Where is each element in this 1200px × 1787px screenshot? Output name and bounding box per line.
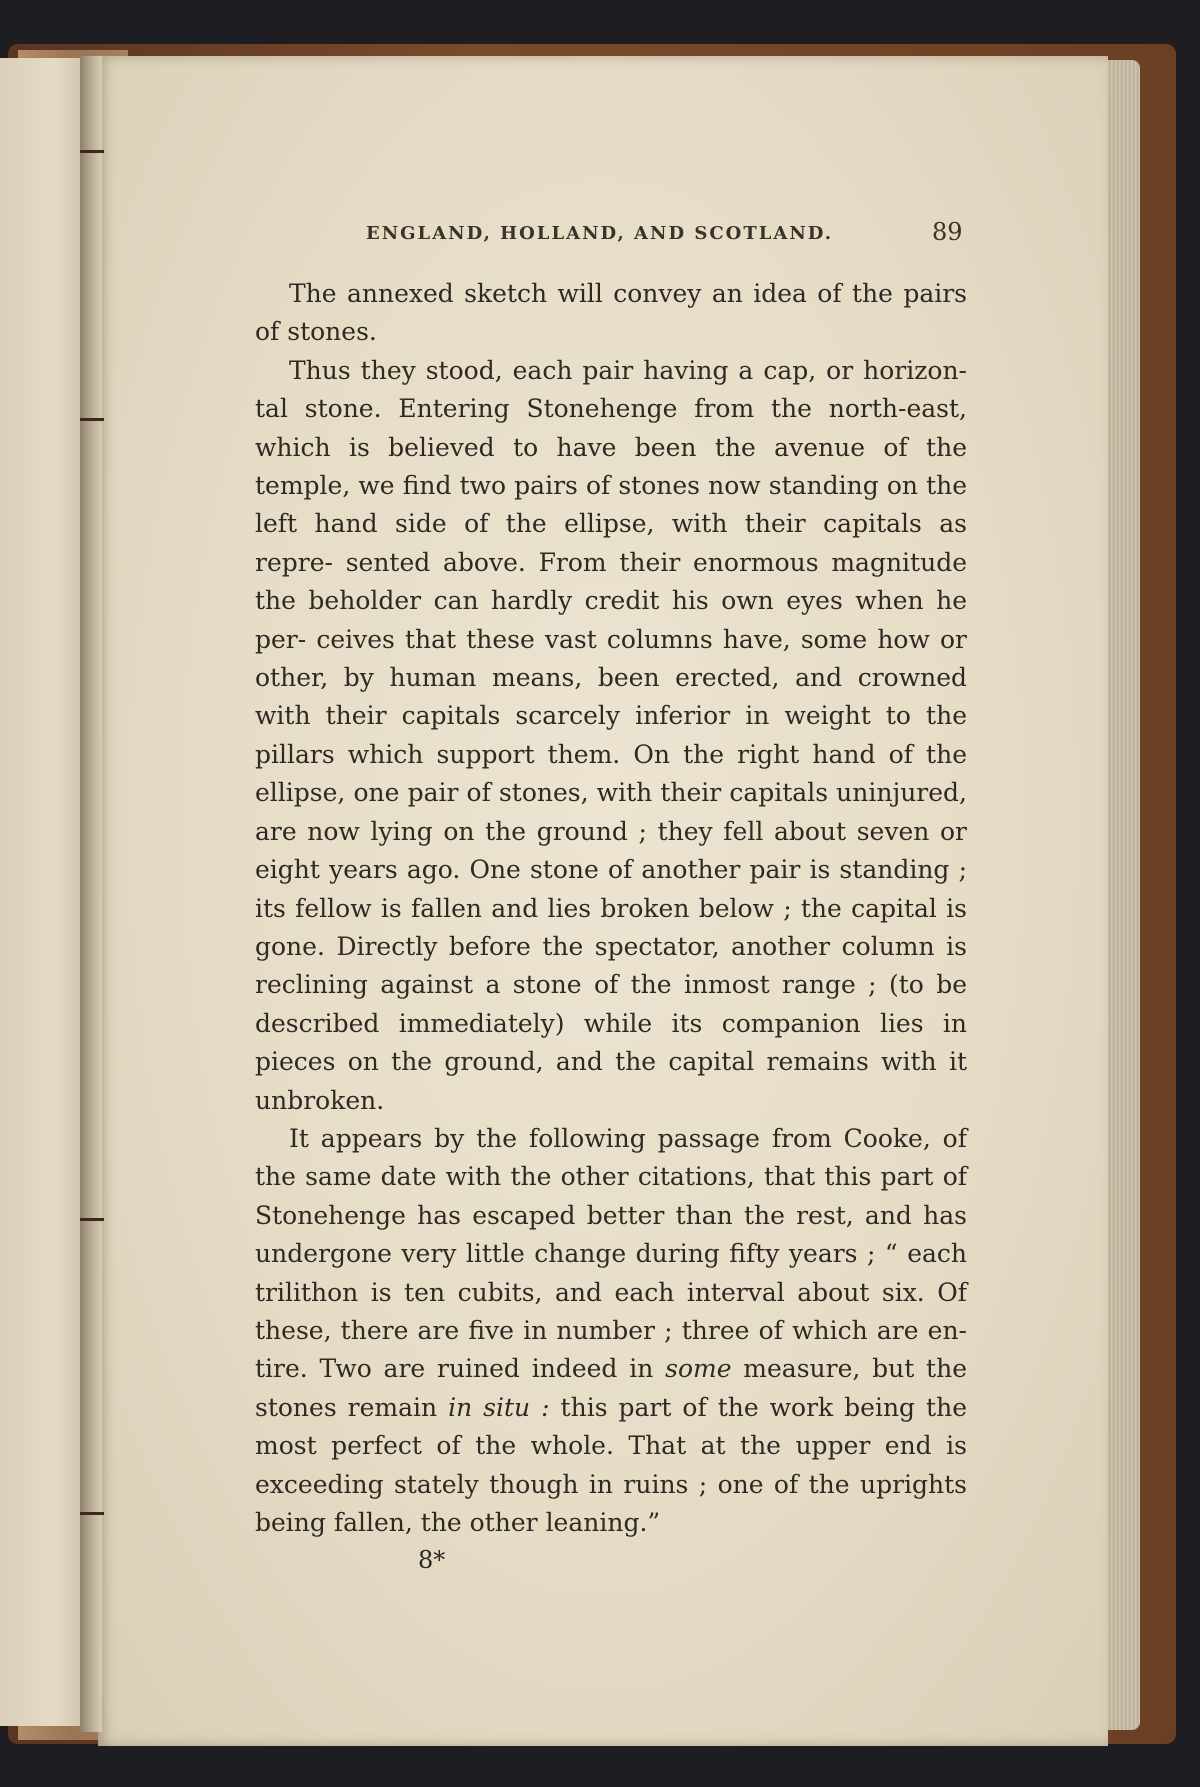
paragraph-1 (255, 275, 967, 352)
text-line: gone. Directly before the spectator, another column (255, 931, 935, 961)
text-line: ceives that these vast columns have, some how or other, (255, 624, 967, 693)
left-page (0, 58, 92, 1726)
text-line: support them. On the right hand of the ellipse, one (255, 739, 968, 808)
text-line: capitals scarcely inferior in weight to the pillars which (255, 701, 967, 769)
text-line: unbroken. (255, 1085, 385, 1115)
running-head: ENGLAND, HOLLAND, AND SCOTLAND. (366, 223, 834, 244)
text-line: sented above. From their enormous magnitude the (255, 547, 967, 616)
body-text (255, 275, 967, 1542)
text-line: we find two pairs of stones now standing on the left (255, 471, 968, 539)
text-line: pieces on the ground, and the capital remains with it (255, 1047, 967, 1077)
text-line: tal stone. Entering Stonehenge from the north-east, (255, 394, 967, 424)
page-number: 89 (932, 218, 963, 246)
text-line: of stones. (255, 317, 377, 347)
text-line: is reclining against a stone of the inmost range ; (to be (255, 931, 967, 1000)
text-line: pair of stones, with their capitals uninjured, are now (255, 778, 967, 846)
italic-text: some (665, 1354, 732, 1384)
text-line: measure, but the (731, 1354, 967, 1384)
text-line: which is believed to have been the avenue of the temple, (255, 432, 967, 501)
text-line: It appears by the following passage from Cooke, of (289, 1123, 967, 1153)
binding-stitch (80, 150, 104, 153)
text-line: fellow is fallen and lies broken below ; the capital is (295, 893, 967, 923)
paragraph-2 (255, 352, 967, 1120)
italic-text: in situ : (448, 1392, 550, 1422)
text-line: trilithon is ten cubits, and each interval about six. Of (255, 1277, 967, 1307)
signature-mark: 8* (418, 1546, 446, 1574)
text-line: tire. Two are ruined indeed in (255, 1354, 666, 1384)
text-line: hand side of the ellipse, with their capitals as repre- (255, 509, 967, 577)
text-line: being fallen, the other leaning.” (255, 1508, 661, 1537)
paragraph-3 (255, 1120, 967, 1542)
text-line: this part of the work being the (549, 1392, 967, 1422)
text-line: years ago. One stone of another pair is standing ; its (255, 855, 967, 923)
text-line: lying on the ground ; they fell about seven or eight (255, 816, 967, 885)
binding-stitch (80, 418, 104, 421)
binding-stitch (80, 1218, 104, 1221)
text-line: Thus they stood, each pair having a cap, or horizon- (289, 355, 967, 385)
text-line: the same date with the other citations, that this part of (255, 1162, 967, 1192)
text-line: beholder can hardly credit his own eyes when he per- (255, 586, 967, 654)
text-line: these, there are five in number ; three of which are en- (255, 1315, 967, 1345)
binding-stitch (80, 1512, 104, 1515)
text-line: described immediately) while its companion lies in (255, 1008, 967, 1038)
text-line: exceeding stately though in ruins ; one of the uprights (255, 1469, 967, 1499)
text-line: Stonehenge has escaped better than the rest, and has (255, 1200, 967, 1230)
text-line: stones remain (255, 1392, 449, 1422)
text-line: by human means, been erected, and crowned with their (255, 663, 968, 731)
text-line: The annexed sketch will convey an idea of the pairs (289, 279, 967, 308)
text-line: most perfect of the whole. That at the upper end is (255, 1431, 967, 1461)
text-line: undergone very little change during fifty years ; “ each (255, 1239, 967, 1269)
book-gutter (80, 56, 102, 1732)
